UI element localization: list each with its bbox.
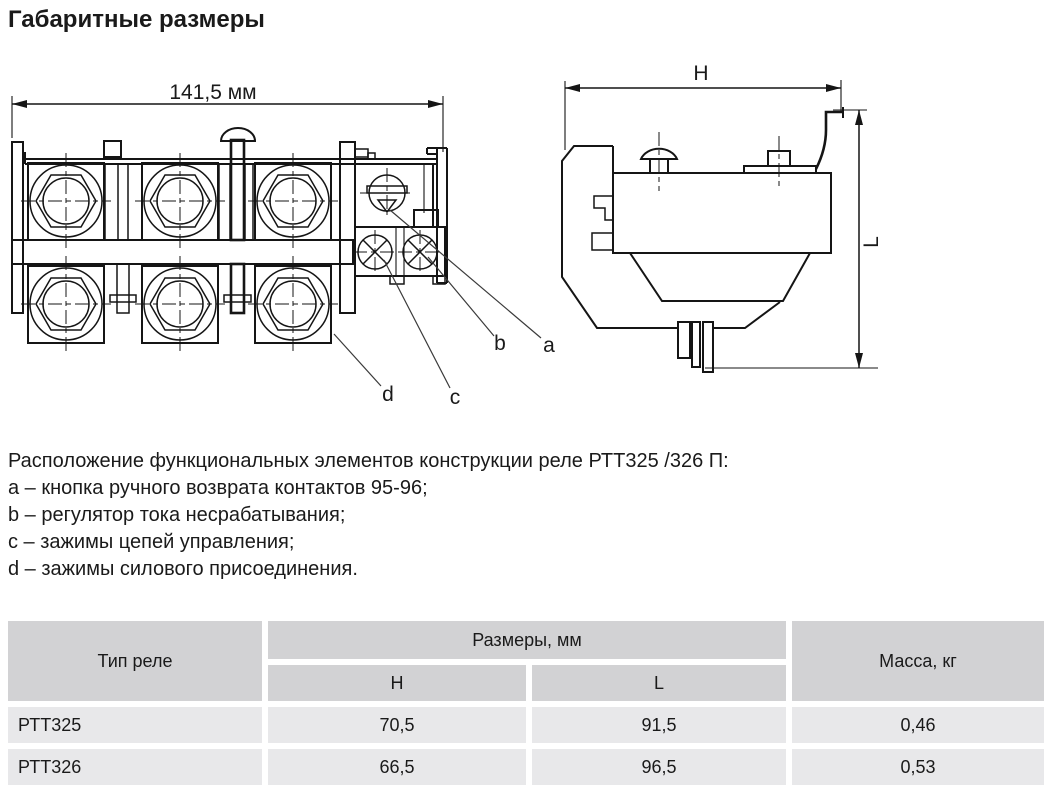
regulator-dial (355, 164, 433, 227)
h-dimension-label: H (693, 62, 709, 85)
l-dimension-label: L (860, 236, 883, 248)
width-dimension-label: 141,5 мм (169, 81, 257, 104)
table-cell-l: 91,5 (532, 707, 786, 743)
legend-item-a: a – кнопка ручного возврата контактов 95-96; (8, 477, 428, 499)
table-header-relay-type: Тип реле (8, 621, 262, 701)
legend-intro: Расположение функциональных элементов конструкции реле РТТ325 /326 П: (8, 450, 729, 472)
left-mounting-tab (12, 142, 23, 313)
table-cell-mass: 0,46 (792, 707, 1044, 743)
table-header-h: H (268, 665, 526, 701)
reset-button (414, 210, 438, 227)
legend-item-c: c – зажимы цепей управления; (8, 531, 295, 553)
table-cell-mass: 0,53 (792, 749, 1044, 785)
table-cell-type: РТТ326 (8, 749, 262, 785)
dimensions-table (8, 621, 1044, 785)
mounting-bracket (744, 107, 843, 186)
table-cell-h: 66,5 (268, 749, 526, 785)
callout-c: c (449, 386, 461, 409)
side-view-drawing (562, 62, 883, 372)
l-dimension (705, 110, 883, 368)
terminal-block (135, 256, 225, 352)
middle-bar (12, 240, 353, 264)
h-dimension (565, 62, 841, 150)
callout-b: b (494, 332, 506, 355)
legend (8, 448, 729, 583)
table-header-l: L (532, 665, 786, 701)
page-title: Габаритные размеры (8, 6, 265, 33)
legend-item-b: b – регулятор тока несрабатывания; (8, 504, 346, 526)
front-view-drawing (12, 81, 555, 409)
terminal-block (248, 256, 338, 352)
table-header-mass: Масса, кг (792, 621, 1044, 701)
callout-d: d (382, 383, 394, 406)
side-test-button (641, 132, 677, 191)
terminal-block (21, 153, 111, 249)
table-header-dimensions: Размеры, мм (268, 621, 786, 659)
power-terminals-bottom (21, 256, 338, 352)
legend-item-d: d – зажимы силового присоединения. (8, 558, 358, 580)
table-cell-type: РТТ325 (8, 707, 262, 743)
terminal-block (21, 256, 111, 352)
table-cell-h: 70,5 (268, 707, 526, 743)
right-post (340, 142, 355, 313)
bottom-pins (678, 322, 713, 372)
control-terminals (353, 227, 445, 284)
table-cell-l: 96,5 (532, 749, 786, 785)
terminal-block (248, 153, 338, 249)
callout-a: a (543, 334, 555, 357)
terminal-block (135, 153, 225, 249)
power-terminals-top (21, 153, 338, 249)
